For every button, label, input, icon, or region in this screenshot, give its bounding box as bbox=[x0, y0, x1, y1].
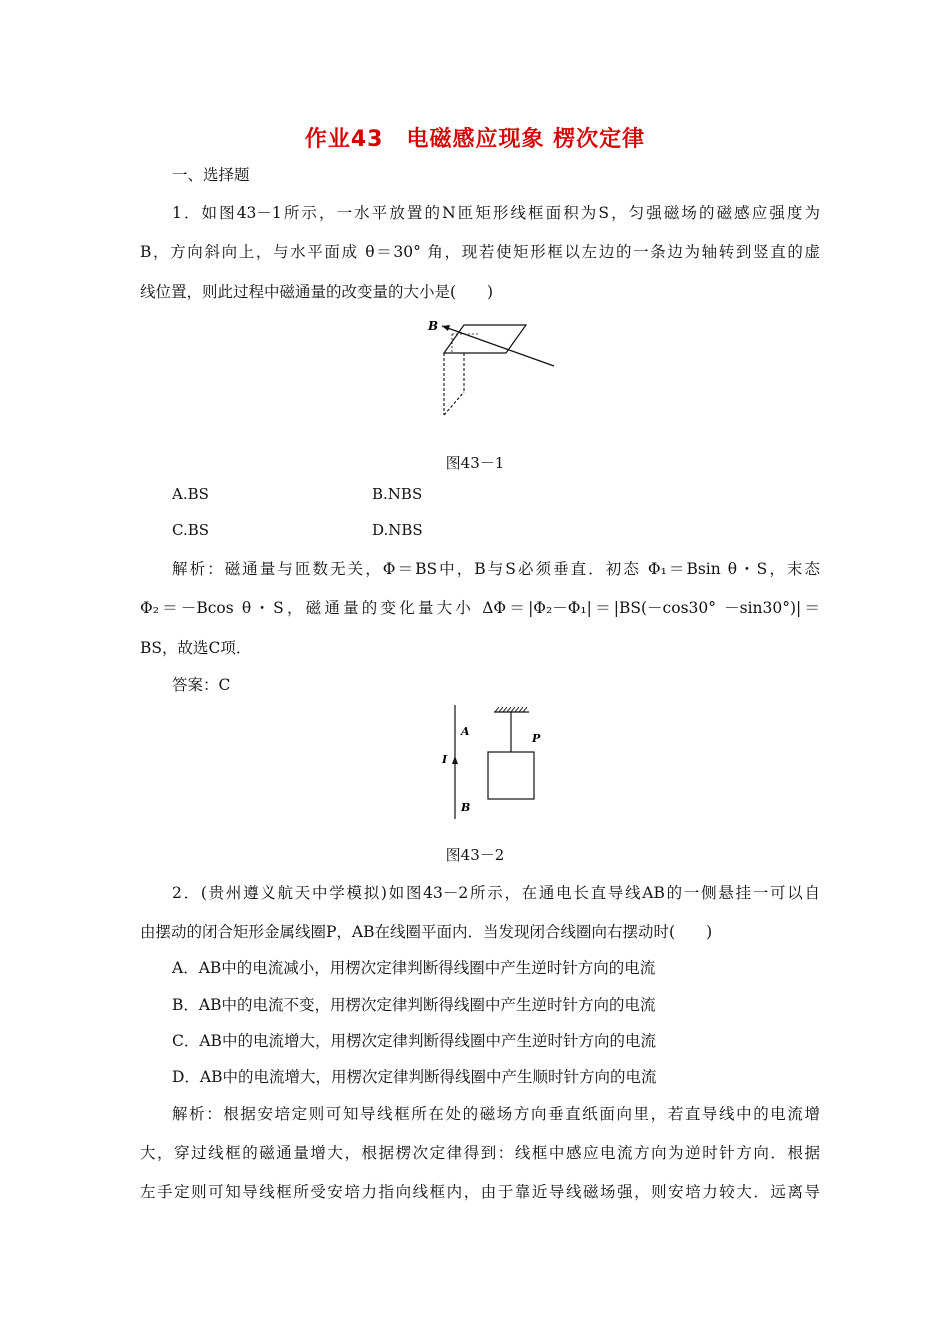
figure-label-a: A bbox=[461, 725, 470, 738]
q2-analysis-line1: 解析：根据安培定则可知导线框所在处的磁场方向垂直纸面向里，若直导线中的电流增 bbox=[172, 1105, 820, 1123]
figure-43-2-caption: 图43－2 bbox=[445, 846, 505, 864]
q2-text-line2: 由摆动的闭合矩形金属线圈P，AB在线圈平面内．当发现闭合线圈向右摆动时( ) bbox=[140, 923, 713, 941]
q1-analysis-line1: 解析：磁通量与匝数无关，Φ＝BS中，B与S必须垂直．初态 Φ₁＝Bsin θ・S，末态 bbox=[172, 560, 820, 578]
q1-option-a: A.BS bbox=[172, 485, 209, 503]
figure-label-b2: B bbox=[461, 801, 471, 814]
q1-analysis-line2: Φ₂＝－Bcos θ・S，磁通量的变化量大小 ΔΦ＝|Φ₂－Φ₁|＝|BS(－cos30° －sin30°)|＝ bbox=[140, 599, 820, 617]
q2-option-b: B．AB中的电流不变，用楞次定律判断得线圈中产生逆时针方向的电流 bbox=[172, 996, 656, 1014]
q2-analysis-line2: 大，穿过线框的磁通量增大，根据楞次定律得到：线框中感应电流方向为逆时针方向．根据 bbox=[140, 1144, 820, 1162]
figure-label-p: P bbox=[532, 732, 541, 745]
figure-43-2-diagram bbox=[435, 703, 555, 823]
q2-text-line1: 2．(贵州遵义航天中学模拟)如图43－2所示，在通电长直导线AB的一侧悬挂一可以自 bbox=[172, 884, 820, 902]
figure-43-1-caption: 图43－1 bbox=[445, 454, 505, 472]
q1-option-d: D.NBS bbox=[372, 521, 423, 539]
q2-analysis-line3: 左手定则可知导线框所受安培力指向线框内，由于靠近导线磁场强，则安培力较大．远离导 bbox=[140, 1183, 820, 1201]
q1-text-line1: 1．如图43－1所示，一水平放置的N匝矩形线框面积为S，匀强磁场的磁感应强度为 bbox=[172, 204, 820, 222]
figure-label-i: I bbox=[442, 753, 448, 766]
figure-43-1-diagram bbox=[420, 312, 570, 422]
q1-option-c: C.BS bbox=[172, 521, 210, 539]
q2-option-c: C．AB中的电流增大，用楞次定律判断得线圈中产生逆时针方向的电流 bbox=[172, 1032, 656, 1050]
q2-option-d: D．AB中的电流增大，用楞次定律判断得线圈中产生顺时针方向的电流 bbox=[172, 1068, 657, 1086]
q1-answer: 答案：C bbox=[172, 676, 231, 694]
q2-option-a: A．AB中的电流减小，用楞次定律判断得线圈中产生逆时针方向的电流 bbox=[172, 959, 656, 977]
page-title: 作业43 电磁感应现象 楞次定律 bbox=[304, 127, 646, 152]
q1-text-line2: B，方向斜向上，与水平面成 θ＝30° 角，现若使矩形框以左边的一条边为轴转到竖直的虚 bbox=[140, 243, 820, 261]
section-heading: 一、选择题 bbox=[172, 166, 250, 184]
q1-option-b: B.NBS bbox=[372, 485, 423, 503]
figure-label-b: B bbox=[428, 319, 439, 333]
q1-analysis-line3: BS，故选C项． bbox=[140, 639, 252, 657]
q1-text-line3: 线位置，则此过程中磁通量的改变量的大小是( ) bbox=[140, 283, 494, 301]
